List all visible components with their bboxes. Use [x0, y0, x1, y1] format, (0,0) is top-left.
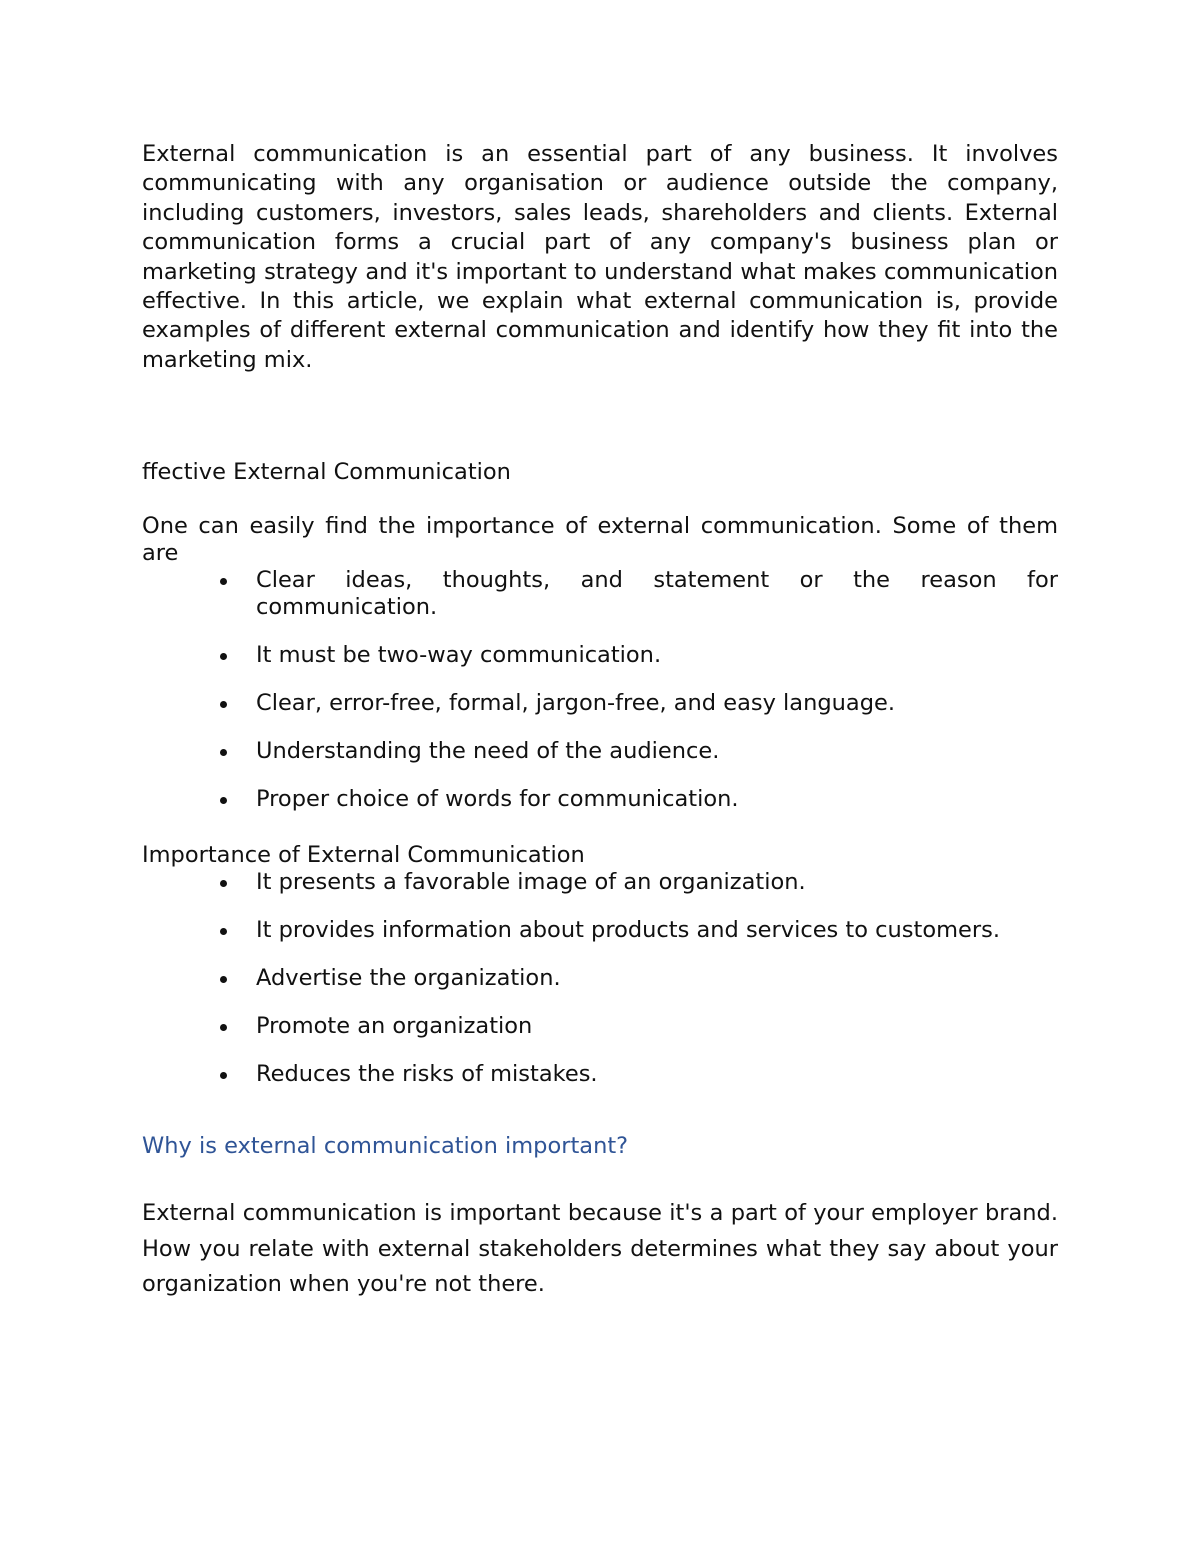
- why-important-heading: Why is external communication important?: [142, 1133, 629, 1160]
- list-item-text: Reduces the risks of mistakes.: [256, 1061, 598, 1088]
- bullet-icon: [220, 928, 227, 935]
- list-item-text: Advertise the organization.: [256, 965, 561, 992]
- list-item-text: It must be two-way communication.: [256, 642, 662, 669]
- effective-communication-heading: ffective External Communication: [142, 459, 511, 486]
- list-item: [142, 738, 1058, 765]
- why-important-paragraph: External communication is important because it's a part of your employer brand. How you relate with external stakeholders determines what they say about your organization when you're not there.: [142, 1200, 1058, 1298]
- list-item: [142, 690, 1058, 717]
- bullet-icon: [220, 1024, 227, 1031]
- bullet-icon: [220, 653, 227, 660]
- intro-paragraph: External communication is an essential part of any business. It involves communicating with any organisation or audience outside the company, including customers, investors, sales leads, shareholders and clients. External communication forms a crucial part of any company's business plan or marketing strategy and it's important to understand what makes communication effective. In this article, we explain what external communication is, provide examples of different external communication and identify how they fit into the marketing mix.: [142, 141, 1058, 373]
- bullet-icon: [220, 880, 227, 887]
- importance-heading: Importance of External Communication: [142, 842, 585, 869]
- list-item-text: Clear, error-free, formal, jargon-free, and easy language.: [256, 690, 895, 717]
- list-item-text: Understanding the need of the audience.: [256, 738, 720, 765]
- list-item: [142, 869, 1058, 896]
- list-item: [142, 786, 1058, 813]
- bullet-icon: [220, 1072, 227, 1079]
- importance-bullet-list: [142, 869, 1058, 1088]
- list-item-text: It presents a favorable image of an organization.: [256, 869, 806, 896]
- bullet-icon: [220, 976, 227, 983]
- list-item: [142, 917, 1058, 944]
- list-item-text: It provides information about products and services to customers.: [256, 917, 1000, 944]
- effective-bullet-list: [142, 567, 1058, 813]
- list-item: [142, 642, 1058, 669]
- list-item: [142, 1013, 1058, 1040]
- list-item-text: Proper choice of words for communication.: [256, 786, 739, 813]
- list-item-text: Promote an organization: [256, 1013, 533, 1040]
- document-page: [142, 140, 1058, 1303]
- bullet-icon: [220, 701, 227, 708]
- bullet-icon: [220, 578, 227, 585]
- list-item: [142, 1061, 1058, 1088]
- list-item: [142, 965, 1058, 992]
- list-item-text: Clear ideas, thoughts, and statement or the reason for communication.: [256, 567, 1058, 621]
- list-item: [142, 567, 1058, 621]
- effective-lead-paragraph: One can easily find the importance of external communication. Some of them are: [142, 513, 1058, 567]
- bullet-icon: [220, 797, 227, 804]
- bullet-icon: [220, 749, 227, 756]
